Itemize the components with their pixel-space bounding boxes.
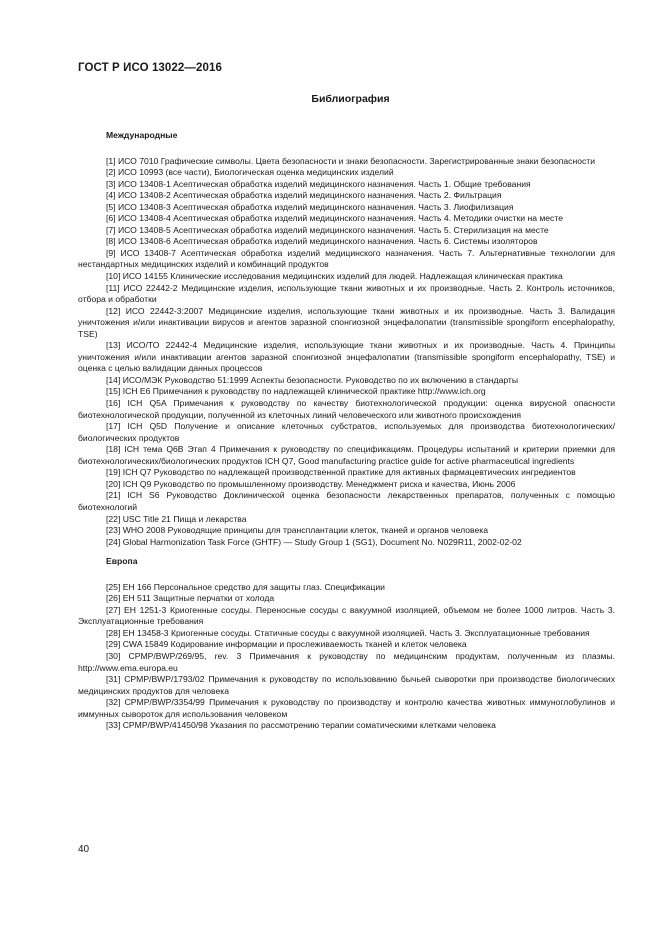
bibliography-entry: [2] ИСО 10993 (все части), Биологическая оценка медицинских изделий: [106, 167, 394, 178]
bibliography-entry: [23] WHO 2008 Руководящие принципы для трансплантации клеток, тканей и органов человека: [106, 525, 488, 536]
bibliography-entry: [24] Global Harmonization Task Force (GHTF) — Study Group 1 (SG1), Document No. N029R11, 2002-02-02: [106, 536, 522, 547]
bibliography-entry: [12] ИСО 22442-3:2007 Медицинские изделия, использующие ткани животных и их производные. Часть 3. Валидация уничтожения и/или инактивации вирусов и агентов заразной спонгиозной энцефалопатии (transmissible spongiform encephalopathy, TSE): [78, 305, 615, 339]
bibliography-entry: [19] ICH Q7 Руководство по надлежащей производственной практике для активных фармацевтических ингредиентов: [106, 467, 576, 478]
bibliography-entry: [4] ИСО 13408-2 Асептическая обработка изделий медицинского назначения. Часть 2. Фильтрация: [106, 190, 502, 201]
section-entries-international: [78, 156, 615, 549]
section-heading-europe: Европа: [106, 556, 138, 567]
bibliography-entry: [28] ЕН 13458-3 Криогенные сосуды. Статичные сосуды с вакуумной изоляцией. Часть 3. Эксплуатационные требования: [106, 627, 590, 638]
bibliography-entry: [20] ICH Q9 Руководство по промышленному производству. Менеджмент риска и качества, Июнь 2006: [106, 478, 516, 489]
bibliography-entry: [32] CPMP/BWP/3354/99 Примечания к руководству по производству и контролю качества животных иммуноглобулинов и иммунных сывороток для использования человеком: [78, 697, 615, 719]
bibliography-entry: [27] ЕН 1251-3 Криогенные сосуды. Переносные сосуды с вакуумной изоляцией, объемом не более 1000 литров. Часть 3. Эксплуатационные требования: [78, 604, 615, 627]
bibliography-entry: [25] ЕН 166 Персональное средство для защиты глаз. Спецификации: [106, 581, 385, 592]
page-number: 40: [78, 844, 90, 855]
bibliography-entry: [17] ICH Q5D Получение и описание клеточных субстратов, используемых для производства биотехнологических/биологических продуктов: [78, 421, 615, 443]
bibliography-entry: [31] CPMP/BWP/1793/02 Примечания к руководству по использованию бычьей сыворотки при производстве биологических медицинских продуктов для человека: [78, 674, 615, 696]
document-header: ГОСТ Р ИСО 13022—2016: [78, 62, 223, 74]
bibliography-entry: [16] ICH Q5A Примечания к руководству по качеству биотехнологической продукции: оценка вирусной опасности биотехнологической продукции, полученной из клеточных линий человеческого или животного происхождения: [78, 398, 615, 420]
bibliography-entry: [29] CWA 15849 Кодирование информации и прослеживаемость тканей и клеток человека: [106, 639, 467, 650]
bibliography-entry: [15] ICH E6 Примечания к руководству по надлежащей клинической практике http://www.ich.org: [106, 386, 486, 397]
bibliography-entry: [11] ИСО 22442-2 Медицинские изделия, использующие ткани животных и их производные. Часть 2. Контроль источников, отбора и обработки: [78, 282, 615, 305]
bibliography-entry: [7] ИСО 13408-5 Асептическая обработка изделий медицинского назначения. Часть 5. Стерилизация на месте: [106, 224, 549, 235]
bibliography-entry: [6] ИСО 13408-4 Асептическая обработка изделий медицинского назначения. Часть 4. Методики очистки на месте: [106, 213, 563, 224]
bibliography-entry: [21] ICH S6 Руководство Доклинической оценка безопасности лекарственных препаратов, полученных с помощью биотехнологий: [78, 490, 615, 512]
bibliography-entry: [22] USC Title 21 Пища и лекарства: [106, 513, 247, 524]
bibliography-entry: [14] ИСО/МЭК Руководство 51:1999 Аспекты безопасности. Руководство по их включению в стандарты: [106, 374, 519, 385]
bibliography-entry: [30] CPMP/BWP/269/95, rev. 3 Примечания к руководству по медицинским продуктам, полученным из плазмы. http://www.ema.europa.eu: [78, 650, 615, 673]
bibliography: [78, 130, 615, 732]
bibliography-entry: [26] ЕН 511 Защитные перчатки от холода: [106, 593, 275, 604]
bibliography-entry: [9] ИСО 13408-7 Асептическая обработка изделий медицинского назначения. Часть 7. Альтернативные технологии для нестандартных медицинских изделий и комбинаций продуктов: [78, 247, 615, 270]
section-heading-international: Международные: [106, 130, 178, 140]
bibliography-entry: [13] ИСО/ТО 22442-4 Медицинские изделия, использующие ткани животных и их производные. Часть 4. Принципы уничтожения и/или инактивации агентов заразной спонгиозной энцефалопатии (transmissible spongiform encephalopathy, TSE) и оценка с целью валидации данных процессов: [78, 340, 615, 374]
bibliography-entry: [18] ICH тема Q6B Этап 4 Примечания к руководству по спецификациям. Процедуры испытаний и критерии приемки для биотехнологических/биологических продуктов ICH Q7, Good manufacturing practice guide for active pharmaceutical ingredients: [78, 444, 615, 466]
bibliography-entry: [8] ИСО 13408-6 Асептическая обработка изделий медицинского назначения. Часть 6. Системы изоляторов: [106, 236, 538, 247]
bibliography-entry: [3] ИСО 13408-1 Асептическая обработка изделий медицинского назначения. Часть 1. Общие требования: [106, 178, 531, 189]
section-entries-europe: [78, 582, 615, 732]
bibliography-entry: [5] ИСО 13408-3 Асептическая обработка изделий медицинского назначения. Часть 3. Лиофилизация: [106, 201, 514, 212]
page-title: Библиография: [311, 93, 390, 105]
bibliography-entry: [33] CPMP/BWP/41450/98 Указания по рассмотрению терапии соматическими клетками человека: [106, 720, 496, 731]
bibliography-entry: [10] ИСО 14155 Клинические исследования медицинских изделий для людей. Надлежащая клиническая практика: [106, 271, 563, 282]
bibliography-entry: [1] ИСО 7010 Графические символы. Цвета безопасности и знаки безопасности. Зарегистрированные знаки безопасности: [106, 155, 596, 166]
